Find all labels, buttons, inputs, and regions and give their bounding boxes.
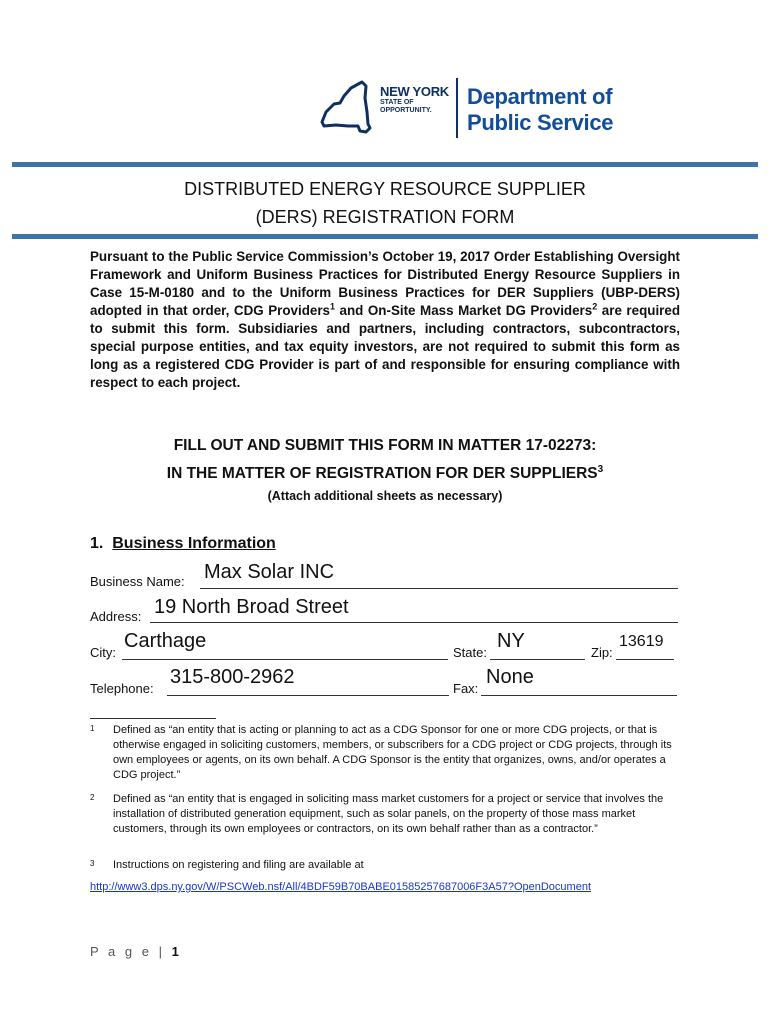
footnote-1-number: 1 [90, 724, 95, 733]
logo-divider [456, 78, 458, 138]
footnote-3-link[interactable]: http://www3.dps.ny.gov/W/PSCWeb.nsf/All/4BDF59B70BABE01585257687006F3A57?OpenDocument [90, 881, 591, 893]
submission-instructions [0, 434, 770, 486]
instructions-line1: FILL OUT AND SUBMIT THIS FORM IN MATTER 17-02273: [173, 437, 597, 454]
intro-paragraph [90, 248, 680, 392]
new-york-state-map-icon [318, 76, 376, 146]
telephone-value: 315-800-2962 [170, 666, 295, 688]
business-name-field[interactable] [200, 588, 678, 589]
footnote-ref-3: 3 [597, 464, 604, 475]
section-heading [90, 535, 276, 553]
footnote-1 [90, 723, 680, 783]
footnote-3-text: Instructions on registering and filing are available at [113, 859, 364, 871]
telephone-field[interactable] [167, 695, 449, 696]
city-field[interactable] [122, 659, 448, 660]
ny-brand-line3: OPPORTUNITY. [380, 107, 432, 114]
address-field[interactable] [150, 622, 678, 623]
page-label: P a g e [90, 944, 152, 959]
footnote-3 [90, 858, 680, 873]
section-title: Business Information [112, 535, 276, 552]
address-label: Address: [90, 609, 142, 624]
state-field[interactable] [490, 659, 585, 660]
page-sep: | [151, 944, 172, 959]
footnote-separator [90, 718, 216, 719]
title-line1: DISTRIBUTED ENERGY RESOURCE SUPPLIER [184, 179, 586, 199]
page-number-value: 1 [171, 944, 179, 959]
instructions-line2: IN THE MATTER OF REGISTRATION FOR DER SUPPLIERS$^3$ [166, 464, 604, 483]
footnote-2-number: 2 [90, 793, 95, 802]
state-label: State: [453, 645, 487, 660]
title-line2: (DERS) REGISTRATION FORM [255, 207, 515, 227]
intro-part2: and On-Site Mass Market DG Providers [335, 303, 593, 318]
business-name-label: Business Name: [90, 574, 185, 589]
ny-brand-line1: NEW YORK [380, 84, 449, 99]
zip-label: Zip: [591, 645, 613, 660]
state-value: NY [497, 630, 525, 652]
intro-part1: Pursuant to the Public Service Commission’s October 19, 2017 Order Establishing Oversight Framework and Uniform Business Practices for Distributed Energy Resource Suppliers in Case 15-M-0180 and to the Uniform Business Practices for DER Suppliers (UBP-DERS) adopted in that order, CDG Providers [90, 249, 680, 318]
page-title [0, 175, 770, 231]
city-value: Carthage [124, 630, 207, 652]
city-label: City: [90, 645, 116, 660]
dept-line2: Public Service [467, 110, 614, 135]
address-value: 19 North Broad Street [154, 596, 349, 618]
attach-note: (Attach additional sheets as necessary) [267, 489, 503, 503]
fax-field[interactable] [481, 695, 677, 696]
business-name-value: Max Solar INC [204, 561, 335, 583]
footnote-ref-2: 2 [592, 301, 598, 312]
title-top-rule [12, 162, 758, 167]
zip-field[interactable] [616, 659, 674, 660]
footnote-2 [90, 792, 680, 837]
ny-brand-line2: STATE OF [380, 99, 414, 106]
footnote-1-text: Defined as “an entity that is acting or planning to act as a CDG Sponsor for one or more CDG projects, or that is otherwise engaged in soliciting customers, members, or subscribers for a CDG project or CDG projects, through its own employees or agents, on its own behalf. A CDG Sponsor is the entity that organizes, owns, and/or operates a CDG project.” [113, 724, 672, 781]
dept-line1: Department of [467, 84, 613, 109]
ny-state-brand [380, 84, 449, 115]
footnote-3-number: 3 [90, 859, 95, 868]
title-bottom-rule [12, 234, 758, 239]
footnote-2-text: Defined as “an entity that is engaged in soliciting mass market customers for a project or service that involves the installation of distributed generation equipment, such as solar panels, on the property of those mass market customers, through its own employees or contractors, on its own behalf rather than as a contractor.” [113, 793, 664, 835]
department-logo-text [467, 84, 613, 136]
intro-part3: are required to submit this form. Subsidiaries and partners, including contractors, subcontractors, special purpose entities, and tax equity investors, are not required to submit this form as long as a registered CDG Provider is part of and responsible for ensuring compliance with respect to each project. [90, 303, 681, 390]
footnote-ref-1: 1 [329, 301, 335, 312]
section-number: 1. [90, 535, 104, 552]
fax-label: Fax: [453, 681, 479, 696]
page-number [90, 944, 179, 959]
fax-value: None [486, 666, 534, 688]
telephone-label: Telephone: [90, 681, 154, 696]
zip-value: 13619 [619, 633, 664, 650]
